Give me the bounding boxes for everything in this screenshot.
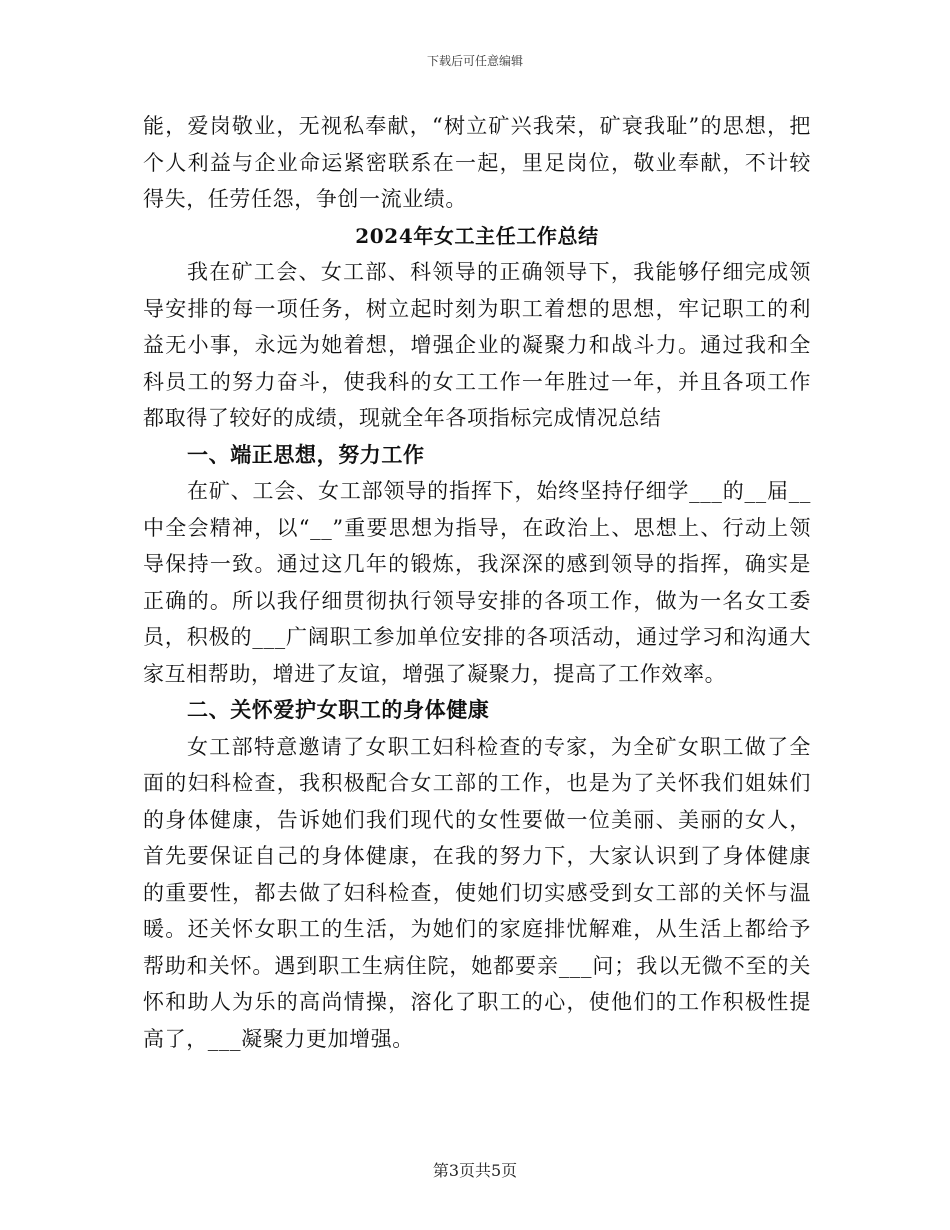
section-2-paragraph: 女工部特意邀请了女职工妇科检查的专家，为全矿女职工做了全面的妇科检查，我积极配合女工部的工作，也是为了关怀我们姐妹们的身体健康，告诉她们我们现代的女性要做一位美丽、美丽的女人，首先要保证自己的身体健康，在我的努力下，大家认识到了身体健康的重要性，都去做了妇科检查，使她们切实感受到女工部的关怀与温暖。还关怀女职工的生活，为她们的家庭排忧解难，从生活上都给予帮助和关怀。遇到职工生病住院，她都要亲___问；我以无微不至的关怀和助人为乐的高尚情操，溶化了职工的心，使他们的工作积极性提高了，___凝聚力更加增强。: [143, 734, 811, 1051]
page-header-note: 下载后可任意编辑: [426, 54, 523, 68]
section-1-heading: 一、端正思想，努力工作: [187, 441, 425, 467]
page-number-footer: 第3页共5页: [432, 1161, 518, 1180]
document-title: 2024年女工主任工作总结: [355, 223, 599, 248]
document-body: [143, 108, 811, 1057]
opening-paragraph: 我在矿工会、女工部、科领导的正确领导下，我能够仔细完成领导安排的每一项任务，树立起时刻为职工着想的思想，牢记职工的利益无小事，永远为她着想，增强企业的凝聚力和战斗力。通过我和全科员工的努力奋斗，使我科的女工工作一年胜过一年，并且各项工作都取得了较好的成绩，现就全年各项指标完成情况总结: [143, 260, 811, 430]
section-1-paragraph: 在矿、工会、女工部领导的指挥下，始终坚持仔细学___的__届__中全会精神，以“__”重要思想为指导，在政治上、思想上、行动上领导保持一致。通过这几年的锻炼，我深深的感到领导的指挥，确实是正确的。所以我仔细贯彻执行领导安排的各项工作，做为一名女工委员，积极的___广阔职工参加单位安排的各项活动，通过学习和沟通大家互相帮助，增进了友谊，增强了凝聚力，提高了工作效率。: [143, 479, 811, 686]
intro-paragraph: 能，爱岗敬业，无视私奉献，“树立矿兴我荣，矿衰我耻”的思想，把个人利益与企业命运紧密联系在一起，里足岗位，敬业奉献，不计较得失，任劳任怨，争创一流业绩。: [143, 114, 811, 211]
section-2-heading: 二、关怀爱护女职工的身体健康: [187, 697, 490, 722]
